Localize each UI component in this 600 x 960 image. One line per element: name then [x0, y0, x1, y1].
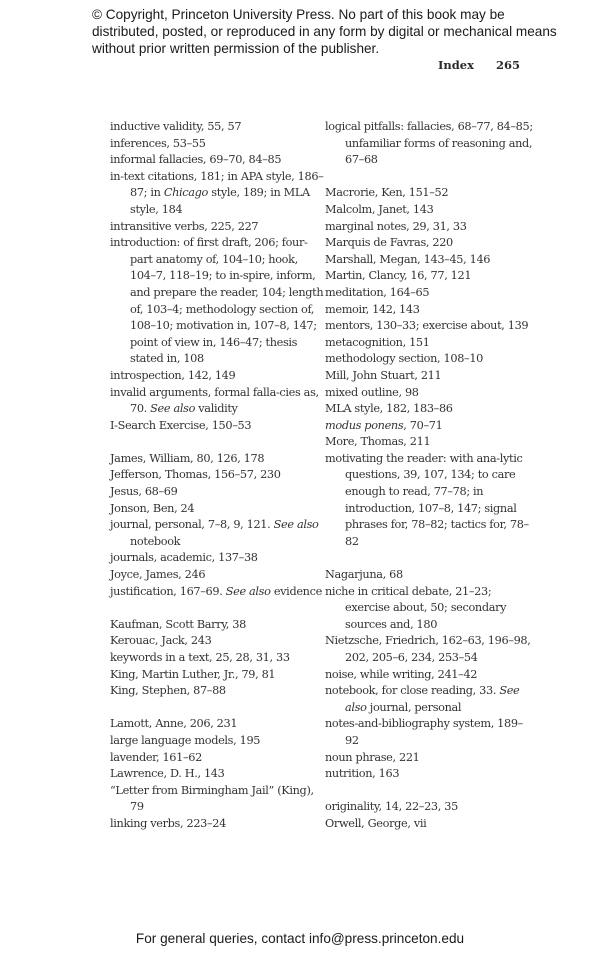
index-entry: methodology section, 108–10 — [325, 352, 484, 366]
index-entry: More, Thomas, 211 — [325, 435, 431, 449]
index-entry: I-Search Exercise, 150–53 — [110, 418, 252, 432]
index-column-left — [110, 119, 325, 833]
index-entry: Jefferson, Thomas, 156–57, 230 — [110, 468, 281, 482]
index-entry: niche in critical debate, 21–23; exercise about, 50; secondary sources and, 180 — [325, 584, 507, 631]
index-entry: noun phrase, 221 — [325, 750, 420, 764]
index-entry: Macrorie, Ken, 151–52 — [325, 186, 449, 200]
index-entry: Jesus, 68–69 — [110, 485, 178, 499]
index-entry: linking verbs, 223–24 — [110, 816, 226, 830]
index-entry: Marquis de Favras, 220 — [325, 236, 453, 250]
index-entry: introduction: of first draft, 206; four-part anatomy of, 104–10; hook, 104–7, 118–19; to in-spire, inform, and prepare the reader, 104; length of, 103–4; methodology section of, 108–10; motivation in, 107–8, 147; point of view in, 146–47; thesis stated in, 108 — [110, 236, 324, 366]
index-entry: Martin, Clancy, 16, 77, 121 — [325, 269, 472, 283]
index-entry: Kaufman, Scott Barry, 38 — [110, 617, 246, 631]
index-entry: inferences, 53–55 — [110, 136, 206, 150]
letter-group-gap — [110, 600, 325, 617]
index-entry: Lawrence, D. H., 143 — [110, 767, 225, 781]
index-entry: Lamott, Anne, 206, 231 — [110, 717, 238, 731]
index-entry: Mill, John Stuart, 211 — [325, 368, 442, 382]
index-entry: nutrition, 163 — [325, 767, 400, 781]
index-entry: mixed outline, 98 — [325, 385, 419, 399]
copyright-notice: © Copyright, Princeton University Press. No part of this book may be distributed, posted, or reproduced in any form by digital or mechanical means without prior written permission of the publisher. — [92, 7, 557, 56]
index-entry: Orwell, George, vii — [325, 816, 427, 830]
index-entry: motivating the reader: with ana-lytic questions, 39, 107, 134; to care enough to read, 77–78; in introduction, 107–8, 147; signal phrases for, 78–82; tactics for, 78–82 — [325, 451, 529, 548]
index-entry: memoir, 142, 143 — [325, 302, 420, 316]
index-entry: meditation, 164–65 — [325, 285, 430, 299]
index-entry: King, Martin Luther, Jr., 79, 81 — [110, 667, 276, 681]
index-entry: King, Stephen, 87–88 — [110, 684, 226, 698]
letter-group-gap — [110, 700, 325, 717]
index-entry: inductive validity, 55, 57 — [110, 120, 242, 133]
page-number: 265 — [495, 58, 520, 72]
index-entry: metacognition, 151 — [325, 335, 430, 349]
index-entry: large language models, 195 — [110, 733, 261, 747]
index-entry: MLA style, 182, 183–86 — [325, 402, 453, 416]
index-entry: in-text citations, 181; in APA style, 186–87; in Chicago style, 189; in MLA style, 184 — [110, 169, 324, 216]
index-entry: Kerouac, Jack, 243 — [110, 634, 212, 648]
index-entry: “Letter from Birmingham Jail” (King), 79 — [110, 783, 314, 814]
index-entry: Nietzsche, Friedrich, 162–63, 196–98, 202, 205–6, 234, 253–54 — [325, 634, 531, 664]
index-entry: intransitive verbs, 225, 227 — [110, 219, 259, 233]
footer-contact: For general queries, contact info@press.princeton.edu — [135, 931, 465, 946]
index-entry: notes-and-bibliography system, 189–92 — [325, 717, 523, 747]
index-entry: Marshall, Megan, 143–45, 146 — [325, 252, 491, 266]
letter-group-gap — [325, 550, 535, 567]
index-entry: originality, 14, 22–23, 35 — [325, 800, 458, 814]
index-entry: informal fallacies, 69–70, 84–85 — [110, 153, 282, 167]
letter-group-gap — [325, 783, 535, 800]
index-entry: keywords in a text, 25, 28, 31, 33 — [110, 651, 290, 664]
running-head — [438, 58, 520, 72]
index-entry: noise, while writing, 241–42 — [325, 667, 478, 681]
index-entry: justification, 167–69. See also evidence — [110, 584, 322, 598]
index-entry: invalid arguments, formal falla-cies as, 70. See also validity — [110, 385, 319, 416]
index-entry: modus ponens, 70–71 — [325, 418, 443, 432]
index-entry: Malcolm, Janet, 143 — [325, 202, 434, 216]
index-entry: Joyce, James, 246 — [110, 568, 206, 582]
section-title: Index — [438, 58, 474, 72]
index-entry: notebook, for close reading, 33. See also journal, personal — [325, 684, 520, 714]
index-entry: James, William, 80, 126, 178 — [110, 451, 265, 465]
index-entry: journals, academic, 137–38 — [110, 551, 258, 565]
index-entry: mentors, 130–33; exercise about, 139 — [325, 319, 529, 333]
index-entry: Nagarjuna, 68 — [325, 568, 403, 582]
index-entry: Jonson, Ben, 24 — [110, 501, 195, 515]
letter-group-gap — [110, 434, 325, 451]
index-entry: logical pitfalls: fallacies, 68–77, 84–85; unfamiliar forms of reasoning and, 67–68 — [325, 120, 533, 167]
index-column-right — [325, 119, 535, 833]
letter-group-gap — [325, 169, 535, 186]
index-entry: journal, personal, 7–8, 9, 121. See also notebook — [110, 518, 319, 548]
index-entry: introspection, 142, 149 — [110, 368, 236, 382]
index-entry: marginal notes, 29, 31, 33 — [325, 219, 467, 233]
index-entry: lavender, 161–62 — [110, 750, 202, 764]
